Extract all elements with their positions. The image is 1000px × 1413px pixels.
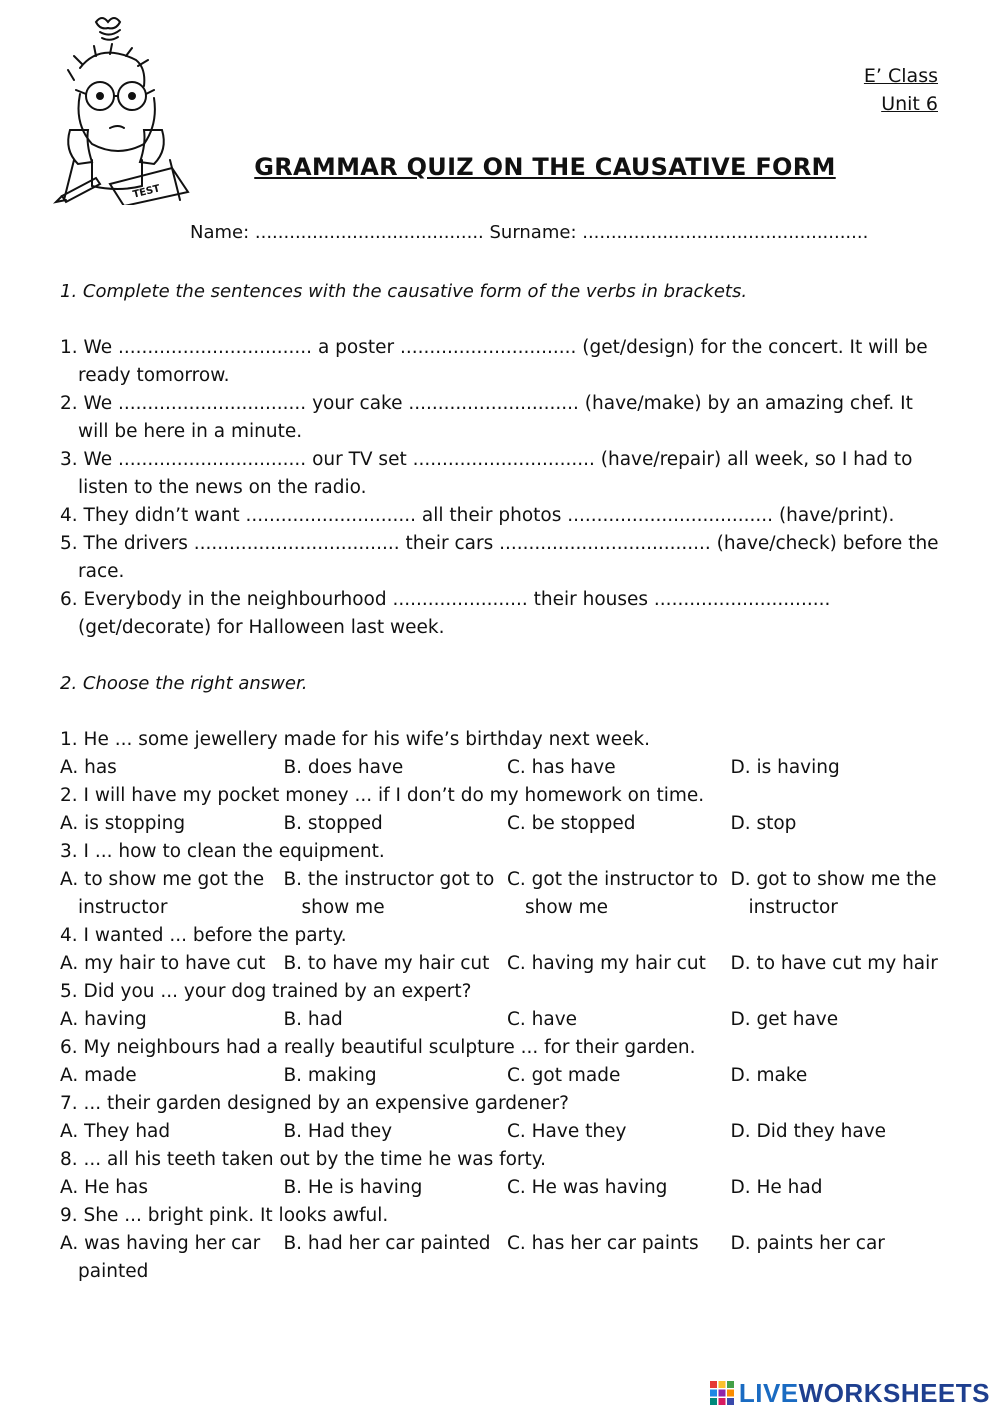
option-d: D. make [730, 1065, 808, 1086]
sentence-4: 4. They didn’t want ............................. all their photos ................................... (have/print). [60, 505, 895, 526]
option-a: A. made [60, 1065, 137, 1086]
option-d: D. is having [730, 757, 840, 778]
option-b: B. stopped [283, 813, 383, 834]
option-d: D. got to show me the instructor [730, 869, 937, 918]
option-c: C. He was having [506, 1177, 668, 1198]
brand-worksheets-text: WORKSHEETS [798, 1377, 990, 1408]
class-info [864, 62, 938, 118]
question-6-options [60, 1062, 940, 1090]
question-2: 2. I will have my pocket money ... if I don’t do my homework on time. [60, 785, 705, 806]
sentence-6: 6. Everybody in the neighbourhood ....................... their houses .............................. (get/decorate) for Halloween last week. [60, 589, 831, 638]
question-8-options [60, 1174, 940, 1202]
option-b: B. to have my hair cut [283, 953, 490, 974]
question-6: 6. My neighbours had a really beautiful sculpture ... for their garden. [60, 1037, 696, 1058]
option-b: B. had her car painted [283, 1233, 491, 1254]
question-2-options [60, 810, 940, 838]
question-3-options [60, 866, 940, 922]
option-d: D. stop [730, 813, 797, 834]
question-3: 3. I ... how to clean the equipment. [60, 841, 385, 862]
option-d: D. He had [730, 1177, 823, 1198]
name-surname-line: Name: ........................................ Surname: .................................................. [190, 222, 869, 243]
sentence-1: 1. We ................................. a poster .............................. (get/design) for the concert. It will be ready tomorrow. [60, 337, 928, 386]
sentence-3: 3. We ................................ our TV set ............................... (have/repair) all week, so I had to listen to the news on the radio. [60, 449, 913, 498]
option-c: C. got made [506, 1065, 621, 1086]
option-a: A. to show me got the instructor [60, 869, 265, 918]
option-a: A. having [60, 1009, 147, 1030]
sentence-2: 2. We ................................ your cake ............................. (have/make) by an amazing chef. It will be here in a minute. [60, 393, 913, 442]
option-b: B. does have [283, 757, 404, 778]
section2-questions [60, 726, 940, 1286]
question-4: 4. I wanted ... before the party. [60, 925, 347, 946]
option-b: B. making [283, 1065, 377, 1086]
option-d: D. paints her car [730, 1233, 885, 1254]
section1-sentences [60, 334, 940, 642]
option-c: C. be stopped [506, 813, 636, 834]
option-b: B. He is having [283, 1177, 423, 1198]
option-a: A. They had [60, 1121, 171, 1142]
option-d: D. get have [730, 1009, 839, 1030]
question-7-options [60, 1118, 940, 1146]
option-c: C. got the instructor to show me [506, 869, 718, 918]
option-a: A. is stopping [60, 813, 186, 834]
question-9: 9. She ... bright pink. It looks awful. [60, 1205, 389, 1226]
option-d: D. to have cut my hair [730, 953, 938, 974]
illustration-test-label: TEST [131, 183, 162, 201]
sentence-5: 5. The drivers ................................... their cars .................................... (have/check) before the race. [60, 533, 939, 582]
question-5-options [60, 1006, 940, 1034]
question-1-options [60, 754, 940, 782]
liveworksheets-logo-icon [709, 1380, 735, 1406]
option-c: C. have [506, 1009, 578, 1030]
option-b: B. Had they [283, 1121, 393, 1142]
option-c: C. having my hair cut [506, 953, 706, 974]
option-c: C. Have they [506, 1121, 627, 1142]
question-9-options [60, 1230, 940, 1286]
question-5: 5. Did you ... your dog trained by an expert? [60, 981, 472, 1002]
question-4-options [60, 950, 940, 978]
option-a: A. has [60, 757, 117, 778]
brand-live-text: LIVE [738, 1377, 799, 1408]
quiz-content [60, 278, 940, 1286]
option-c: C. has have [506, 757, 616, 778]
question-8: 8. ... all his teeth taken out by the time he was forty. [60, 1149, 546, 1170]
option-d: D. Did they have [730, 1121, 887, 1142]
question-1: 1. He ... some jewellery made for his wife’s birthday next week. [60, 729, 650, 750]
page-title: GRAMMAR QUIZ ON THE CAUSATIVE FORM [254, 153, 836, 181]
option-a: A. He has [60, 1177, 148, 1198]
question-7: 7. ... their garden designed by an expensive gardener? [60, 1093, 569, 1114]
option-b: B. the instructor got to show me [283, 869, 495, 918]
option-a: A. my hair to have cut [60, 953, 266, 974]
liveworksheets-brand[interactable] [709, 1378, 990, 1408]
section1-instruction: 1. Complete the sentences with the causative form of the verbs in brackets. [60, 281, 748, 302]
option-a: A. was having her car painted [60, 1233, 261, 1282]
option-c: C. has her car paints [506, 1233, 699, 1254]
class-label: E’ Class [863, 65, 938, 87]
section2-instruction: 2. Choose the right answer. [60, 673, 308, 694]
unit-label: Unit 6 [881, 93, 938, 115]
option-b: B. had [283, 1009, 343, 1030]
